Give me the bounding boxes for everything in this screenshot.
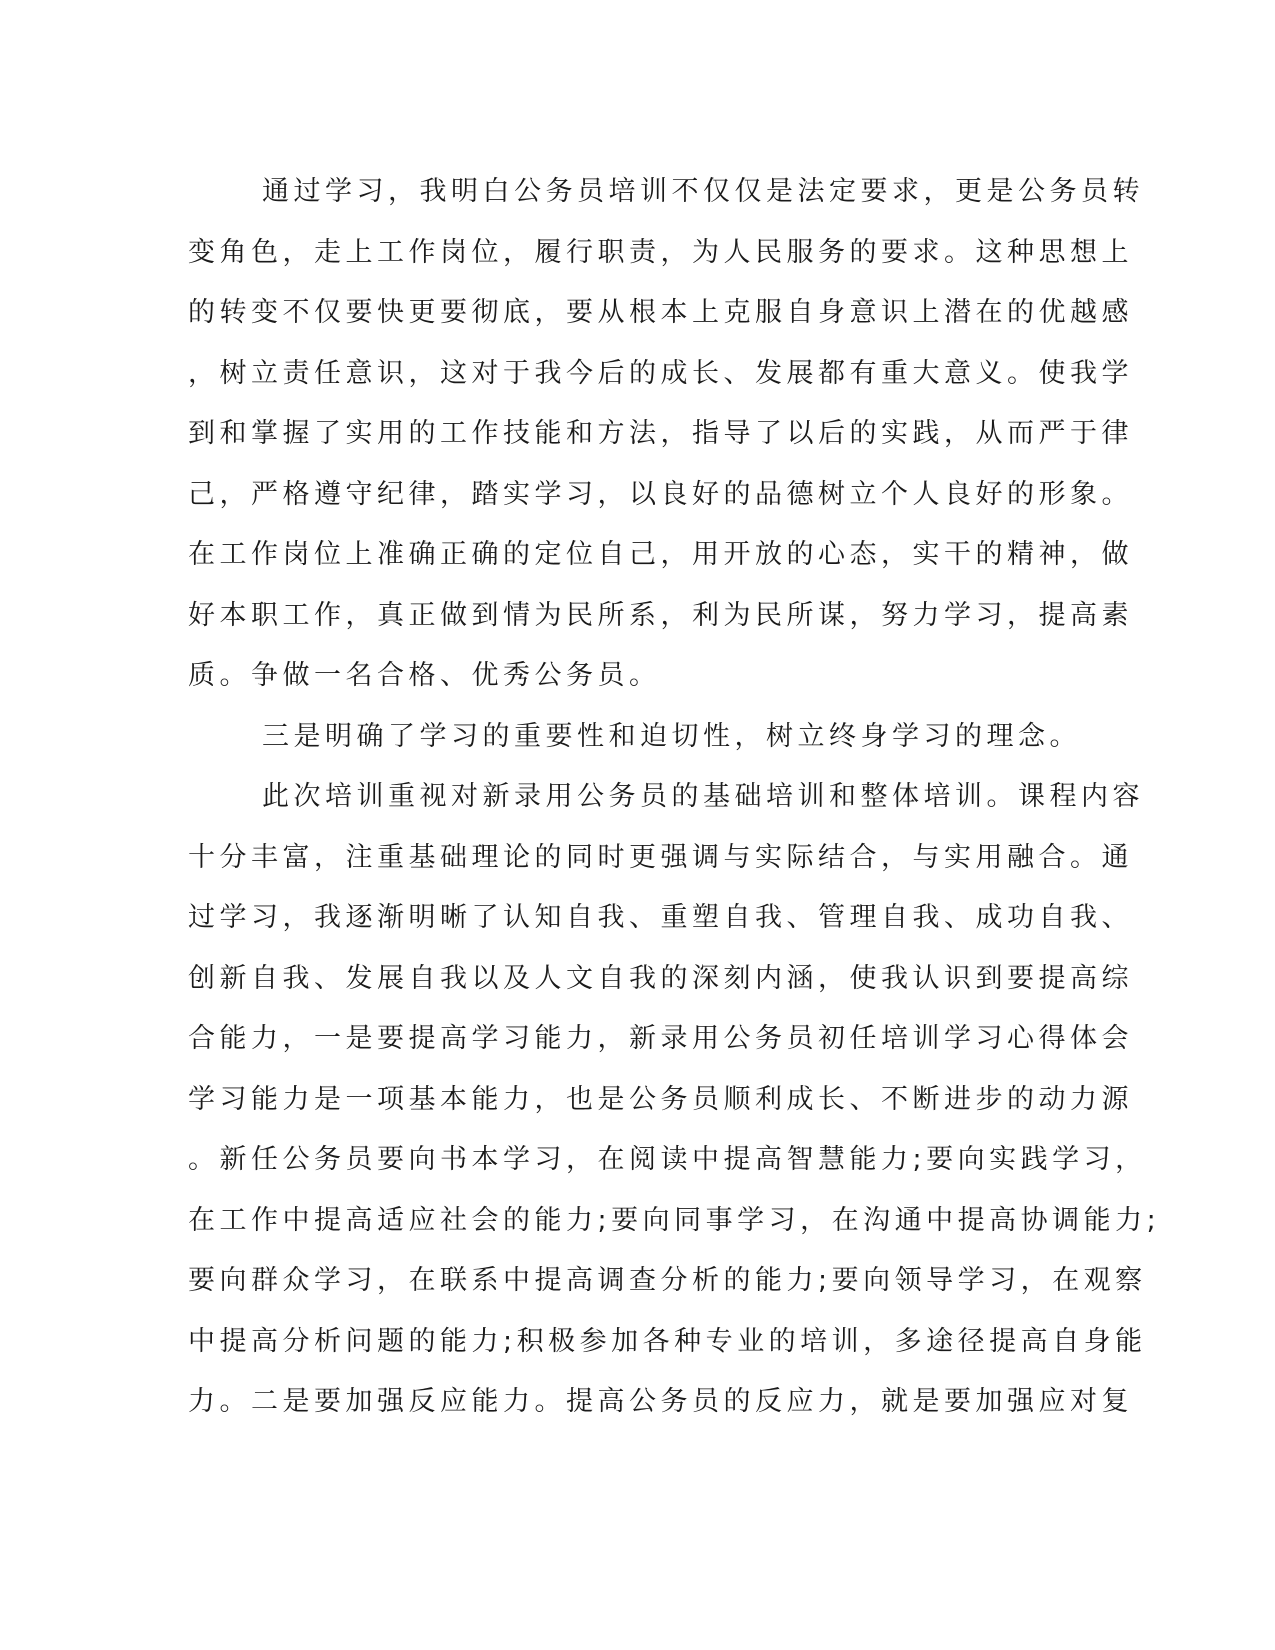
text-line: 过学习，我逐渐明晰了认知自我、重塑自我、管理自我、成功自我、: [188, 902, 1133, 933]
text-line: 变角色，走上工作岗位，履行职责，为人民服务的要求。这种思想上: [188, 236, 1133, 268]
document-body: [188, 162, 1161, 1433]
text-line: 在工作中提高适应社会的能力;要向同事学习，在沟通中提高协调能力;: [188, 1204, 1161, 1236]
text-line: 合能力，一是要提高学习能力，新录用公务员初任培训学习心得体会: [188, 1023, 1133, 1054]
text-line: 。新任公务员要向书本学习，在阅读中提高智慧能力;要向实践学习，: [188, 1144, 1147, 1175]
text-line: 学习能力是一项基本能力，也是公务员顺利成长、不断进步的动力源: [188, 1083, 1133, 1115]
text-line: 三是明确了学习的重要性和迫切性，树立终身学习的理念。: [262, 720, 1081, 752]
text-line: 要向群众学习，在联系中提高调查分析的能力;要向领导学习，在观察: [188, 1265, 1147, 1296]
text-line: 好本职工作，真正做到情为民所系，利为民所谋，努力学习，提高素: [188, 599, 1133, 631]
text-line: 创新自我、发展自我以及人文自我的深刻内涵，使我认识到要提高综: [188, 962, 1133, 994]
text-line: 十分丰富，注重基础理论的同时更强调与实际结合，与实用融合。通: [188, 841, 1133, 873]
text-line: 通过学习，我明白公务员培训不仅仅是法定要求，更是公务员转: [262, 176, 1144, 207]
text-line: 质。争做一名合格、优秀公务员。: [188, 660, 661, 691]
text-line: 在工作岗位上准确正确的定位自己，用开放的心态，实干的精神，做: [188, 539, 1133, 570]
text-line: 己，严格遵守纪律，踏实学习，以良好的品德树立个人良好的形象。: [188, 478, 1133, 510]
text-line: ，树立责任意识，这对于我今后的成长、发展都有重大意义。使我学: [188, 357, 1133, 389]
text-line: 此次培训重视对新录用公务员的基础培训和整体培训。课程内容: [262, 781, 1144, 812]
text-line: 力。二是要加强反应能力。提高公务员的反应力，就是要加强应对复: [188, 1386, 1133, 1417]
text-line: 到和掌握了实用的工作技能和方法，指导了以后的实践，从而严于律: [188, 418, 1133, 449]
text-line: 的转变不仅要快更要彻底，要从根本上克服自身意识上潜在的优越感: [188, 297, 1133, 328]
text-line: 中提高分析问题的能力;积极参加各种专业的培训，多途径提高自身能: [188, 1325, 1147, 1357]
